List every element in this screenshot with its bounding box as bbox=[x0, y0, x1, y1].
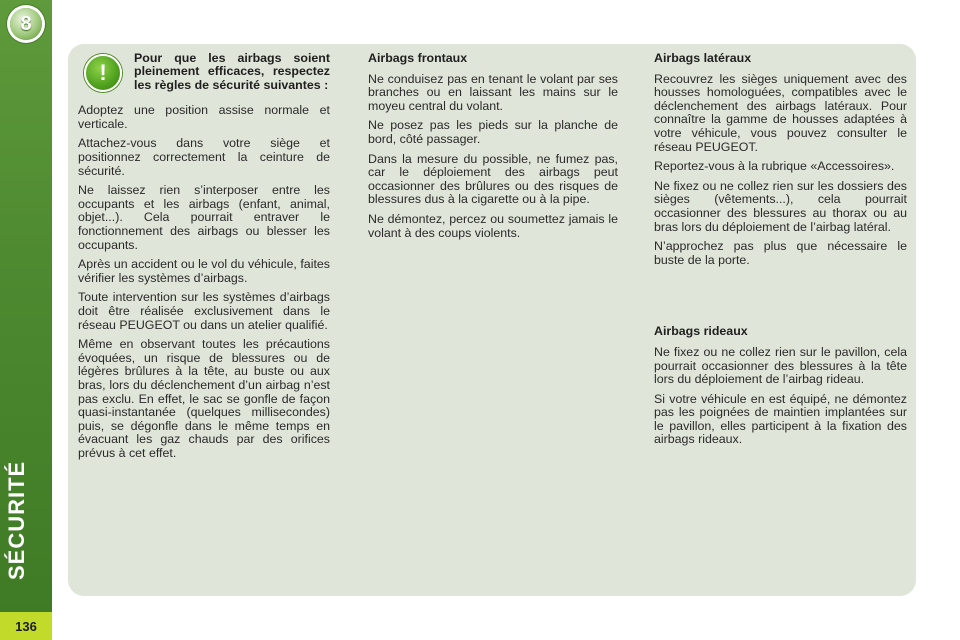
paragraph: Même en observant toutes les précautions évoquées, un risque de blessures ou de légères brûlures à la tête, au buste ou aux bras, lors du déclenchement d’un airbag n’est pas exclu. En effet, le sac se gonfle de façon quasi-instantanée (quelques millisecondes) puis, se dégonfle dans le même temps en évacuant les gaz chauds par des orifices prévus à cet effet. bbox=[78, 337, 330, 460]
paragraph: N’approchez pas plus que nécessaire le buste de la porte. bbox=[654, 239, 907, 267]
paragraph: Ne posez pas les pieds sur la planche de bord, côté passager. bbox=[368, 118, 618, 146]
chapter-sidebar bbox=[0, 0, 52, 640]
paragraph: Ne fixez ou ne collez rien sur le pavillon, cela pourrait occasionner des blessures à la tête lors du déploiement de l’airbag rideau. bbox=[654, 344, 907, 387]
column-side-airbags bbox=[654, 52, 907, 453]
paragraph: Toute intervention sur les systèmes d’airbags doit être réalisée exclusivement dans le réseau PEUGEOT ou dans un atelier qualifié. bbox=[78, 290, 330, 332]
warning-box bbox=[78, 52, 330, 98]
page-number: 136 bbox=[0, 612, 52, 640]
paragraph: Après un accident ou le vol du véhicule, faites vérifier les systèmes d’airbags. bbox=[78, 257, 330, 285]
paragraph: Dans la mesure du possible, ne fumez pas, car le déploiement des airbags peut occasionner des brûlures ou des risques de blessures dus à la cigarette ou à la pipe. bbox=[368, 151, 618, 207]
paragraph: Adoptez une position assise normale et verticale. bbox=[78, 103, 330, 131]
paragraph: Ne fixez ou ne collez rien sur les dossiers des sièges (vêtements...), cela pourrait occasionner des blessures au thorax ou au bras lors du déploiement de l’airbag latéral. bbox=[654, 178, 907, 234]
chapter-number-badge: 8 bbox=[10, 8, 42, 40]
section-spacer bbox=[654, 273, 907, 325]
paragraph: Reportez-vous à la rubrique «Accessoires». bbox=[654, 159, 895, 174]
column-safety-rules bbox=[78, 52, 330, 466]
paragraph: Ne démontez, percez ou soumettez jamais le volant à des coups violents. bbox=[368, 211, 618, 240]
paragraph: Recouvrez les sièges uniquement avec des housses homologuées, compatibles avec le déclenchement des airbags latéraux. Pour connaître la gamme de housses adaptées à votre véhicule, vous pouvez consulter le réseau PEUGEOT. bbox=[654, 71, 907, 154]
paragraph: Attachez-vous dans votre siège et positionnez correctement la ceinture de sécurité. bbox=[78, 136, 330, 178]
paragraph: Ne conduisez pas en tenant le volant par ses branches ou en laissant les mains sur le moyeu central du volant. bbox=[368, 71, 618, 113]
heading-frontal-airbags: Airbags frontaux bbox=[368, 51, 468, 65]
section-title: SÉCURITÉ bbox=[4, 460, 29, 580]
column-frontal-airbags bbox=[368, 52, 618, 246]
warning-title: Pour que les airbags soient pleinement efficaces, respectez les règles de sécurité suivantes : bbox=[134, 51, 330, 92]
paragraph: Ne laissez rien s’interposer entre les occupants et les airbags (enfant, animal, objet...). Cela pourrait entraver le fonctionnement des airbags ou blesser les occupants. bbox=[78, 183, 330, 252]
exclamation-warning-icon: ! bbox=[84, 54, 122, 92]
heading-curtain-airbags: Airbags rideaux bbox=[654, 324, 748, 339]
paragraph: Si votre véhicule en est équipé, ne démontez pas les poignées de maintien implantées sur le pavillon, elles participent à la fixation des airbags rideaux. bbox=[654, 391, 907, 447]
heading-lateral-airbags: Airbags latéraux bbox=[654, 51, 752, 65]
